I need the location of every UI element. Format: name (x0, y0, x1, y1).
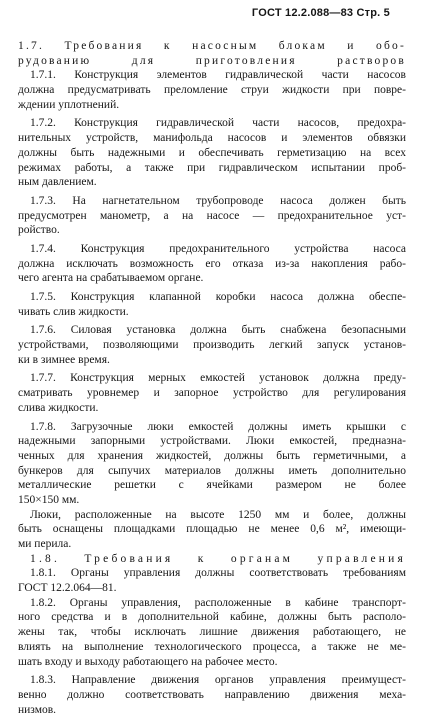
text-line: режимах работы, а также при гидравлическом испытании проб- (18, 161, 406, 174)
text-line: 1.7.2. Конструкция гидравлической части насосов, предохра- (30, 117, 406, 130)
text-line: 150×150 мм. (18, 493, 80, 506)
text-line: 1.8.1. Органы управления должны соответствовать требованиям (30, 567, 406, 580)
text-line: устройствами, позволяющими производить легкий запуск установ- (18, 339, 406, 352)
text-line: 1.8. Требования к органам управления (30, 552, 406, 565)
text-line: предусмотрен манометр, а на насосе — предохранительное уст- (18, 209, 406, 222)
text-line: 1.7.3. На нагнетательном трубопроводе насоса должен быть (30, 194, 406, 207)
text-line: рудованию для приготовления растворов (18, 54, 406, 67)
text-line: ным давлением. (18, 176, 97, 189)
text-line: сматривать уровнемер и запорное устройство для регулирования (18, 387, 406, 400)
text-line: должны быть надежными и обеспечивать герметизацию на всех (18, 146, 406, 159)
text-line: быть оснащены площадками площадью не менее 0,6 м², имеющи- (18, 523, 406, 536)
text-line: ченных для хранения жидкостей, должны быть герметичными, а (18, 449, 406, 462)
text-line: низмов. (18, 703, 57, 716)
text-line: влиять на выполнение технологического процесса, а также не ме- (18, 640, 406, 653)
text-line: ки в зимнее время. (18, 353, 110, 366)
text-line: ГОСТ 12.2.064—81. (18, 582, 117, 595)
text-line: должна предусматривать преломление струи жидкости при повре- (18, 84, 406, 97)
text-line: 1.7.7. Конструкция мерных емкостей установок должна преду- (30, 372, 406, 385)
text-line: Люки, расположенные на высоте 1250 мм и более, должны (30, 508, 406, 521)
text-line: 1.7.6. Силовая установка должна быть снабжена безопасными (30, 324, 406, 337)
text-line: ройство. (18, 224, 60, 237)
text-line: бункеров для сыпучих материалов должны иметь дополнительно (18, 464, 406, 477)
text-line: должна исключать возможность его отказа из-за накопления рабо- (18, 257, 406, 270)
text-line: венно должно соответствовать направлению движения меха- (18, 688, 406, 701)
text-line: жены так, чтобы исключать лишние движения работающего, не (18, 626, 406, 639)
text-line: металлические решетки с ячейками размером не более (18, 479, 406, 492)
text-line: 1.7. Требования к насосным блокам и обо- (18, 40, 406, 52)
text-line: шать входу и выходу работающего на рабочее место. (18, 655, 278, 668)
text-line: чивать слив жидкости. (18, 305, 129, 318)
text-line: нительных устройств, манифольда насосов и элементов обвязки (18, 132, 406, 145)
text-line: 1.7.4. Конструкция предохранительного устройства насоса (30, 242, 406, 255)
text-line: слива жидкости. (18, 401, 99, 414)
text-line: ного средства и в дополнительной кабине, должны быть располо- (18, 611, 406, 624)
text-line: надежными запорными устройствами. Люки емкостей, предназна- (18, 435, 406, 448)
text-line: ми перила. (18, 538, 72, 550)
document-body (18, 39, 406, 717)
page-header: ГОСТ 12.2.088—83 Стр. 5 (251, 7, 390, 19)
text-line: 1.7.5. Конструкция клапанной коробки насоса должна обеспе- (30, 291, 406, 303)
text-line: 1.8.3. Направление движения органов управления преимущест- (30, 674, 406, 687)
text-line: 1.8.2. Органы управления, расположенные в кабине транспорт- (30, 596, 406, 609)
text-line: чего агента на срабатываемом органе. (18, 272, 204, 285)
text-line: 1.7.1. Конструкция элементов гидравлической части насосов (30, 69, 406, 82)
text-line: 1.7.8. Загрузочные люки емкостей должны иметь крышки с (30, 420, 406, 433)
text-line: ждении уплотнений. (18, 98, 120, 111)
